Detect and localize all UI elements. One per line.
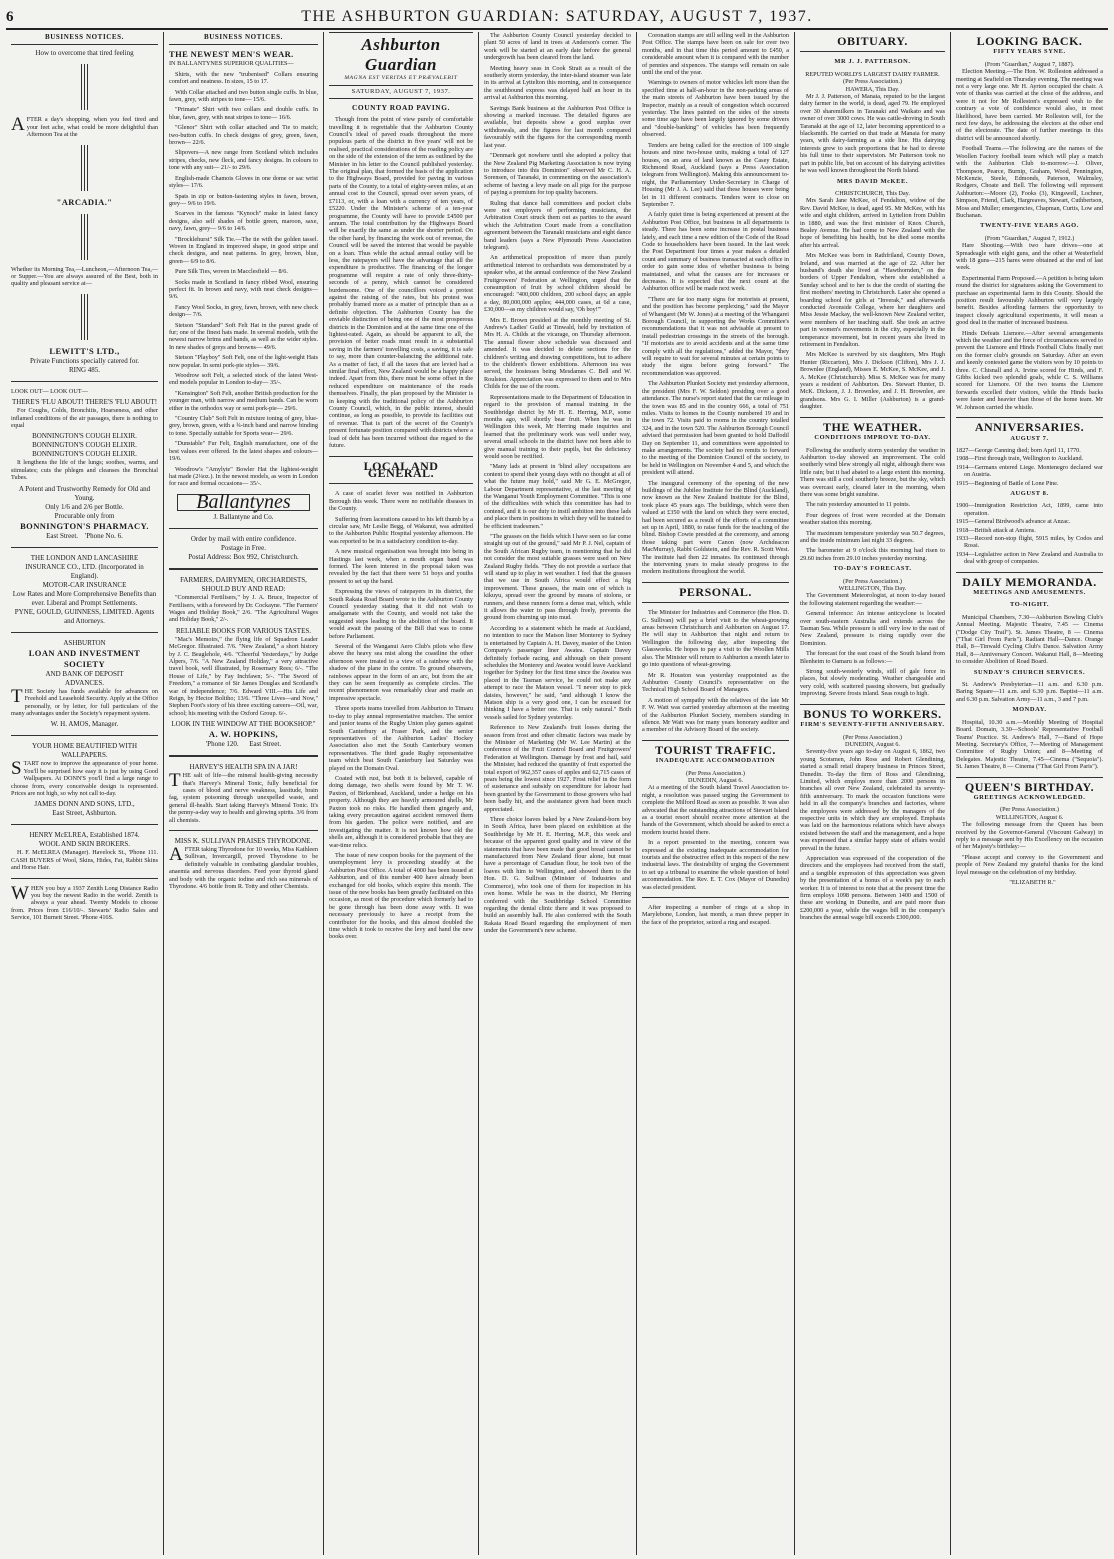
article-paragraph: "Denmark got nowhere until she adopted a policy that the New Zealand Pig Marketing Association is now trying to introduce into this Dominion" observed Mr C. H. A. Sorensen, of Taranaki, in commenting on the association's scheme of having a levy made on all pigs for the purpose of paying a premium for top quality baconers.: [484, 152, 631, 197]
article-paragraph: General inference: An intense anticyclone is located over south-eastern Australia and extends across the Tasman Sea. While pressure is still very low to the east of New Zealand, pressure is rising rapidly over the Dominion.: [800, 610, 945, 647]
section-headline: PERSONAL.: [679, 584, 752, 599]
ad-rule: [11, 294, 158, 340]
article-paragraph: Strong south-westerly winds, still of gale force in places, but slowly moderating. Weather changeable and very cold, with scattered passing showers, but gradually improving. Severe frosts inland. Seas rough to high.: [800, 668, 945, 698]
section-headline: LOCAL AND GENERAL.: [363, 458, 439, 480]
column-3: [324, 32, 479, 1555]
subheadline: FIRM'S SEVENTY-FIFTH ANNIVERSARY.: [800, 721, 945, 729]
article-paragraph: The forecast for the east coast of the South Island from Blenheim to Oamaru is as follows:—: [800, 650, 945, 665]
ad-title: "ARCADIA.": [56, 196, 113, 207]
ad-rule: [11, 145, 158, 191]
subheadline: MEETINGS AND AMUSEMENTS.: [973, 589, 1086, 596]
source-note: (From "Guardian," August 7, 1887).: [984, 60, 1075, 68]
article-paragraph: Experimental Farm Proposed.—A petition is being taken round the district for signatures asking the Government to purchase an experimental farm in this County. Should the position result favourably Ashburton will very largely benefit. Besides affording farmers the opportunity to inspect closely agricultural experiments, it will mean a good deal in the matter of increased business.: [956, 274, 1103, 327]
article-paragraph: "The grasses on the fields which I have seen so far come straight up out of the ground," said Mr P. J. Nel, captain of the South African Rugby team, in mentioning that he did not consider the most suitable grasses were used on New Zealand Rugby fields. "They do not provide a surface that will stand up to play in wet weather. I feel that the grasses that we use in South Africa would effect a big improvement. These grasses, the main one of which is kikuyu, spread over the ground by means of stolons, or runners, and these runners form a dense mat, which, while it allows the water to pass through freely, prevents the ground from churning up into mud.: [484, 533, 631, 622]
ad-body: For Coughs, Colds, Bronchitis, Hoarseness, and other inflamed conditions of the air passages, there is nothing to equal: [11, 407, 158, 430]
article-paragraph: Mrs E. Brown presided at the monthly meeting of St. Andrew's Ladies' Guild at Tinwald, held by invitation of Mrs H. A. Childs at the vicarage, on Thursday afternoon. The annual flower show schedule was discussed and amended. It was decided to delete sections for the children's writing and drawing competitions, but to adhere to the children's flower exhibitions. Afternoon tea was served, the hostesses being Mesdames C. Bell and W. Roulston. Appreciation was expressed to them and to Mrs Childs for the use of the room.: [484, 316, 631, 391]
ad-rule: [11, 214, 158, 260]
ad-item: "Country Club" Soft Felt in mixture toning of grey, blue-grey, brown, green, with a ¾-inch band and narrow binding to tone. Specially suitable for Sports wear— 29/6.: [169, 415, 318, 437]
article-paragraph: Expressing the views of ratepayers in its district, the South Rakaia Road Board wrote to the Ashburton County Council yesterday stating that it did not wish to amalgamate with the County, and would not take the suggested steps leading to the abolition of the board. It would await the passing of the Bill that was to come before Parliament.: [329, 588, 473, 640]
subheadline: AUGUST 8.: [1010, 489, 1049, 497]
newspaper-nameplate: Ashburton Guardian: [329, 32, 473, 75]
page-masthead: [6, 6, 1108, 30]
article-paragraph: Ruling that dance hall committees and pocket clubs were not employers of performing musicians, the Arbitration Court struck them out as parties to the award which the Arbitration Court made from a conciliation agreement between the Taranaki musicians and eight dance band leaders (says a New Plymouth Press Association telegram).: [484, 199, 631, 251]
section-header: BUSINESS NOTICES.: [169, 32, 318, 45]
ad-item: Shirts, with the new "trubenised" Collars ensuring comfort and neatness. In sizes, 15 to 17.: [169, 70, 318, 86]
ad-title: YOUR HOME BEAUTIFIED WITH WALLPAPERS.: [31, 742, 138, 760]
ad-text: Only 1/6 and 2/6 per Bottle.: [45, 502, 124, 511]
ad-body: WHEN you buy a 1937 Zenith Long Distance Radio you buy the newest Radio in the world. Zenith is always a year ahead. Twenty Models to choose from. Prices from £16/10/-. Stewarts' Radio Sales and Service, 101 Burnett Street. 'Phone 416S.: [11, 882, 158, 922]
subheadline: FIFTY YEARS SYNE.: [993, 48, 1066, 56]
ad-text: Procurable only from: [54, 511, 115, 520]
article-paragraph: Though from the point of view purely of comfortable travelling it is regrettable that the Ashburton County Council's ideal of paved roads throughout the more populous parts of the district in five years' will not be realised, practical considerations of the roading policy are on the side of the extension of the term as outlined by the Minister in his letter to the Council published yesterday. The original plan, that formed the basis of the application to the Highways Board, provided for paving in various parts of the County, to a total of eighty-seven miles, at an annual cost to the Council, spread over seven years, of £7113, or, with a loan with a currency of ten years, of £5220. Under the Minister's scheme of a ten-year programme, the County will have to provide £4500 per annum. The total contribution by the Highways Board will be exactly the same as under the shorter period. On the other hand, by financing the work out of revenue, the Council will be saved the interest that would be payable on a loan. Thus while the actual annual outlay will be less, the ratepayers will have the advantage that all the expenditure is productive. The financing of the longer programme will require a rate of only three-thirty-seconds of a penny, which cannot be considered burdensome. One of the councillors voiced a protest against the raising of the rates, but his protest was probably framed more as a matter of principle than as a definite objection. The Ashburton County has the enviable distinction of being one of the most prosperous districts in the Dominion and at the same time one of the lightest-rated. Again, as should be apparent to all, the provision of better roads must result in a substantial saving in the farmers' travelling costs, a saving, it is safe to say, more than counter-balancing the additional rate. As a matter of fact, if all the taxes that are levied had a similar final effect, New Zealand would be a happy place indeed. Apart from this, there must be some offset in the reduced expenditure on maintenance of the roads themselves. Finally, the plan proposed by the Minister is in keeping with the traditional policy of the Ashburton County Council, which, in the public interest, should continue, as long as possible, to provide its facilities out of revenue. That is part of the secret of the County's present fortunate position compared with districts where a load of debt has been incurred without due regard to the future.: [329, 116, 473, 450]
subheadline: INADEQUATE ACCOMMODATION: [655, 757, 776, 765]
ad-item: Spats in zip or button-fastening styles in fawn, brown, grey— 9/6 to 19/6.: [169, 192, 318, 207]
section-headline: QUEEN'S BIRTHDAY.: [964, 779, 1095, 794]
column-1: [6, 32, 164, 1555]
nameplate-motto: MAGNA EST VERITAS ET PRÆVALEBIT: [344, 75, 458, 81]
anniversary-item: 1915—General Birdwood's advance at Anzac.: [956, 518, 1071, 526]
article-paragraph: "Please accept and convey to the Government and people of New Zealand my grateful thanks for the kind loyal message on the celebration of my birthday.: [956, 853, 1103, 876]
anniversary-item: 1933—Record non-stop flight, 5915 miles, by Codos and Rossi.: [956, 534, 1103, 550]
article-paragraph: An arithmetical proposition of more than purely arithmetical interest to orchardists was demonstrated by a speaker who, at the annual conference of the New Zealand Fruitgrowers' Federation at Wellington, urged that the consumption of fruit by school children should be encouraged: "400,000 children, 200 school days; an apple a day, 80,000,000 apples; 444,000 cases, at 6d a case, £30,000—as my children would say, 'Oh boy!'": [484, 254, 631, 314]
article-paragraph: The Ashburton Plunket Society met yesterday afternoon, the president (Mrs F. W. Seldon) presiding over a good attendance. The nurse's report stated that the car mileage in the town was 85 and in the country 666, a total of 751 miles. Visits to homes in the County numbered 19 and in the town 72. Visits paid to rooms in the country totalled 324, and in the town 520. The Ashburton Borough Council advised that permission had been granted to hold Daffodil Day on September 11, and committees were appointed to make arrangements. The society had no remits to forward to the meeting of the Dominion Council of the society, to be held in Wellington on November 4 and 5, and which the president will attend.: [642, 380, 789, 477]
dateline: CHRISTCHURCH, This Day.: [835, 189, 910, 197]
column-7: [951, 32, 1108, 1555]
ad-text: W. H. AMOS, Manager.: [50, 720, 119, 729]
section-header: BUSINESS NOTICES.: [11, 32, 158, 45]
article-paragraph: Hinds Defeats Lismore.—After several arrangements which the weather and the force of circumstances served to prevent the Lismore and Hinds Football Clubs finally met on the former club's grounds on Saturday. After an even and keenly contested game the visitors won by 10 points to three. C. Chisnall and A. Irvine scored for Hinds, and F. Gibbs kicked two splendid goals, while C. S. Williams scored for Lismore. Of the two teams the Lismore forwards excelled their visitors, while the Hinds backs were faster and heavier than those of the home team. Mr W. Johnson carried the whistle.: [956, 329, 1103, 411]
article-paragraph: Municipal Chambers, 7.30—Ashburton Bowling Club's Annual Meeting. Majestic Theatre, 7.45 — Cinema ("Dodge City Trail"). St. James Theatre, 8 — Cinema ("That Girl From Paris"). Radiant Hall—Dance. Orange Hall, 8—Tinwald Cycling Club's Dance. Salvation Army Hall, 8—Anniversary Concert. Wakanui Hall, 8—Meeting to consider Abolition of Road Board.: [956, 613, 1103, 666]
ad-title: BONNINGTON'S COUGH ELIXIR.: [32, 432, 137, 441]
ad-body: "Mac's Memoirs," the flying life of Squadron Leader McGregor. Illustrated. 7/6. "New Zealand," a short history by J. C. Beaglehole, 4/6. "Cheerful Yesterdays," by Judge Alpers, 7/6. "A New Zealand Holiday," a very attractive travel book, well illustrated, by Rosemary Rees; 6/-. "The House of Life," by Fay Inchfawn; 5/-. "The Sword of Freedom," a romance of Sir James Douglas and Scotland's war of independence; 7/6. Edward VIII.—His Life and Reign, by Hector Bolitho; 13/6. "Three Lives—and Now," Stephen Foot's story of his three exciting careers—Oil, war, school; his meeting with the Oxford Group. 6/-.: [169, 635, 318, 717]
article-paragraph: Mrs Sarah Jane McKee, of Fendalton, widow of the Rev. David McKee, is dead, aged 95. Mr McKee, with his wife and eight children, arrived in Lyttelton from Dublin in 1880, and was the first minister of Knox Church, Bealey Avenue. He had come to New Zealand with the hope of benefiting his health, but he died some months after his arrival.: [800, 197, 945, 249]
ad-item: "Dunstable" Fur Felt, English manufacture, one of the best values ever offered. In the latest shapes and colours— 19/6.: [169, 440, 318, 463]
section-headline: BONUS TO WORKERS.: [803, 706, 942, 721]
article-signature: "ELIZABETH R.": [1009, 879, 1056, 886]
ballantynes-signature-logo: Ballantynes: [177, 494, 310, 511]
ad-item: Stetson "Standard" Soft Felt Hat in the purest grade of fur; one of the finest hats made. In several models, with the newest narrow brims and bands, as well as the wider styles. In new shades of greys and browns— 49/6.: [169, 321, 318, 351]
ad-body: AFTER a day's shopping, when you feel tired and your feet ache, what could be more delightful than Afternoon Tea at the: [11, 114, 158, 139]
dateline: DUNEDIN, August 6.: [845, 740, 900, 748]
press-credit: (Per Press Association.): [686, 769, 745, 777]
column-6: [795, 32, 951, 1555]
ad-item: Stetson "Playboy" Soft Felt, one of the light-weight Hats now popular. In semi pork-pie styles— 39/6.: [169, 354, 318, 369]
subheadline: TO-NIGHT.: [1009, 601, 1050, 609]
article-paragraph: Savings Bank business at the Ashburton Post Office is showing a marked increase. The detailed figures are available, but deposits show a good surplus over withdrawals, and the figures for last month compared favourably with the figures for the corresponding month last year.: [484, 104, 631, 149]
ad-item: Fancy Wool Socks, in grey, fawn, brown, with new check design— 7/6.: [169, 303, 318, 319]
ad-title: RELIABLE BOOKS FOR VARIOUS TASTES.: [176, 626, 311, 635]
ad-text: 'Phone 120. East Street.: [205, 740, 282, 749]
press-credit: (Per Press Association.): [1000, 806, 1059, 814]
ad-item: Socks made in Scotland in fancy ribbed Wool, ensuring perfect fit. In brown and navy, with neat check designs— 9/6.: [169, 278, 318, 301]
ad-title: LEWITT'S LTD.,: [49, 345, 120, 356]
article-paragraph: Election Meeting.—The Hon. W. Rolleston addressed a meeting at Seafield on Thursday evening. The meeting was not a very large one. Mr H. Ayrton occupied the chair. A vote of thanks was carried at the close of the address, and were it not for Mr Rolleston's expressed wish to the contrary a vote of confidence would also, in most likelihood, have been carried. Mr Rolleston will, for the next few days, be addressing the electors at the other end of the electorate. The date of further meetings in this district will be announced shortly.: [956, 68, 1103, 142]
ad-body: H. F. McELREA (Manager). Havelock St., 'Phone 111. CASH BUYERS of Wool, Skins, Hides, Fat, Rabbit Skins and Horse Hair.: [11, 849, 158, 872]
article-paragraph: Hospital, 10.30 a.m.—Monthly Meeting of Hospital Board. Domain, 3.30—Schools' Representative Football Teams' Practice. St. Andrew's Hall, 7—Band of Hope Meeting. Secretary's Office, 7—Meeting of Management Committee of Rugby Union; and 8—Meeting of Delegates. Majestic Theatre, 7.45—Cinema ("Sequoia"). St. James Theatre, 8 — Cinema ("That Girl From Paris").: [956, 718, 1103, 771]
ad-item: Scarves in the famous "Kynoch" make in latest fancy designs, also self shades of bottle green, maroon, saxe, navy, fawn, grey— 9/6 to 14/6.: [169, 210, 318, 233]
article-paragraph: The barometer at 9 o'clock this morning had risen to 29.60 inches from 29.10 inches yesterday morning.: [800, 547, 945, 562]
dateline: WELLINGTON, August 6.: [995, 813, 1064, 821]
editorial-dateline: SATURDAY, AUGUST 7, 1937.: [329, 85, 473, 98]
article-paragraph: Following the southerly storm yesterday the weather in Ashburton to-day showed an improvement. The cold southerly wind blew strongly all night, although there was little rain; but it had abated to a large extent this morning. There was still a cool southerly breeze, but the sky, which was overcast early, cleared later in the morning, when there was some bright sunshine.: [800, 446, 945, 498]
ad-title: THE LONDON AND LANCASHIRE INSURANCE CO., LTD. (Incorporated in England).: [25, 553, 144, 580]
article-paragraph: A case of scarlet fever was notified in Ashburton Borough this week. There were no notifiable diseases in the County.: [329, 490, 473, 513]
article-paragraph: Warnings to owners of motor vehicles left more than the specified time at half-an-hour in the non-parking areas of the main streets of Ashburton have been issued by the Inspector, mainly as a result of congestion which occurred yesterday. The lines painted on the sides of the streets some time ago have been largely ignored by some drivers and "double-banking" of vehicles has been frequently observed.: [642, 79, 789, 139]
article-paragraph: According to a statement which he made at Auckland, no intention to race the Matson liner Monterey to Sydney is entertained by Captain A. H. Davey, master of the Union Company's passenger liner Awatea. Captain Davey definitely forbade racing, and although on their present schedules the Monterey and Awatea would leave Auckland together for Sydney for the first time since the Awatea was placed in the Tasman service, he could not make any attempt to race the Matson vessel. "I never stop to pick daisies, however," he said, "and although I know the Matson ship is a very good one, I can be excused for thinking I have a better one. That is only natural." Both vessels sailed for Sydney yesterday.: [484, 624, 631, 721]
editorial-headline: COUNTY ROAD PAVING.: [351, 102, 451, 112]
article-paragraph: After inspecting a number of rings at a shop in Marylebone, London, last month, a man threw pepper in the face of the proprietor, seized a ring and escaped.: [642, 904, 789, 926]
article-paragraph: The following message from the Queen has been received by the Governor-General (Viscount Galway) in reply to a message sent by His Excellency on the occasion of her Majesty's birthday:—: [956, 821, 1103, 851]
article-paragraph: A fairly quiet time is being experienced at present at the Ashburton Post Office, but business in all departments is steady. There has been some increase in postal business lately, and each time a new edition of the Code of the Road Code to householders have been issued. In the last week the Post Department four times a year makes a detailed count and summary of business transacted at each office in order to gain some idea of whether business is being maintained, and what the causes are for increases or decreases. It is expected that the next count at the Ashburton office will be made next week.: [642, 211, 789, 293]
ad-item: "Glenor" Shirt with collar attached and Tie to match; two-button cuffs. In check designs of grey, green, fawn, brown— 22/6.: [169, 124, 318, 147]
ad-text: East Street, Ashburton.: [52, 809, 117, 818]
ad-item: With Collar attached and two button single cuffs. In blue, fawn, grey, with stripes to tone— 15/6.: [169, 88, 318, 104]
article-paragraph: Several of the Wanganui Aero Club's pilots who flew above the heavy sea mist along the coastline the other afternoon were treated to a view of a rainbow with the shadow of the plane in the centre. To ground observers, rainbows appear in the form of an arc, but from the air they can be seen frequently as complete circles. The recent phenomenon was remarkably clear and made an impressive spectacle.: [329, 643, 473, 702]
ad-text: ADVANCES.: [65, 678, 104, 687]
press-credit: (Per Press Association.): [843, 78, 902, 86]
article-paragraph: Mr J. J. Patterson, of Manaia, reputed to be the largest dairy farmer in the world, is dead, aged 79. He employed over 30 sharemilkers in Taranaki and Waikato and was owner of over 3000 cows. He was cattle-droving in South Taranaki at the age of 12, later becoming apprenticed to a blacksmith. He carried on that trade at Manaia for many years, with dairy-farming as a side line. His dairying interests grew to such proportions that he had to devote his full time to their supervision. Mr Patterson took no part in public life, but on account of his dairying activities he was well known throughout the North Island.: [800, 93, 945, 175]
subheadline: GREETINGS ACKNOWLEDGED.: [973, 793, 1086, 801]
article-paragraph: The inaugural ceremony of the opening of the new buildings of the Jubilee Institute for the Blind (Auckland), now known as the New Zealand Institute for the Blind, took place 45 years ago. The buildings, which were then valued at £350 with the land on which they were erected, had been secured as a result of the efforts of a committee set up in April, 1880, to raise funds for the teaching of the blind. Bishop Cowie presided at the ceremony, and among those taking part were Canon (now Archdeacon MacMurray), Rabbi Goldstein, and the Rev. R. Scott West. The institute had then 22 inmates. Its continued through the intervening years to make steady progress to the modern institutions throughout the world.: [642, 479, 789, 576]
ad-title: JAMES DONN AND SONS, LTD.,: [34, 800, 135, 809]
anniversary-item: 1908—First through train, Wellington to Auckland.: [956, 455, 1084, 463]
ad-text: MOTOR-CAR INSURANCE: [42, 580, 127, 589]
subheadline: CONDITIONS IMPROVE TO-DAY.: [814, 434, 931, 442]
ad-item: English-made Chamois Gloves in one dome or sac wrist styles— 17/6.: [169, 174, 318, 190]
subheadline: MONDAY.: [1012, 706, 1047, 714]
article-paragraph: Coated with rust, but both it is believed, capable of doing damage, two shells were found by Mr T. W. Paxton, of Birkenhead, Auckland, under a hedge on his property. Although they are heavily armoured shells, Mr Paxton took no risks. He handled them gingerly and, taking every precaution against accident removed them from his garden. The police were notified, and are investigating the matter. It is not known how old the shells are, although it is considered probable that they are war-time relics.: [329, 774, 473, 849]
article-paragraph: The maximum temperature yesterday was 50.7 degrees, and the inside minimum last night 33 degrees.: [800, 529, 945, 544]
subheadline: MRS DAVID McKEE.: [836, 177, 909, 185]
ad-body: THE salt of life—the mineral health-giving necessity that's Harvey's Mineral Tonic, fully beneficial for cases of blood and nerve weakness, lassitude, brain fag, system poisoning through unexpelled waste, and general ill-health. Start taking Harvey's Mineral Tonic. It's the penny-a-day way to health and glowing spirits. 3/6 from all chemists.: [169, 770, 318, 824]
ad-text: LOOK OUT— LOOK OUT—: [11, 387, 88, 395]
page-title: THE ASHBURTON GUARDIAN: SATURDAY, AUGUST 7, 1937.: [301, 8, 813, 25]
column-4: [479, 32, 637, 1555]
ad-item: "Brocklehurst" Silk Tie.—The tie with the golden tassel. Woven in England in improved shape, in good stripe and check designs, and neat patterns. In grey, brown, blue, green— 6/9 to 8/6.: [169, 235, 318, 265]
ad-text: IN BALLANTYNES SUPERIOR QUALITIES—: [169, 60, 294, 68]
article-paragraph: "There are far too many signs for motorists at present, and the position has become perplexing," said the Mayor of Whangarei (Mr W. Jones) at a meeting of the Whangarei Borough Council, in supporting the Works Committee's recommendations that it was not advisable at present to install pedestrian crossings in the streets of the borough. "If motorists are to avoid accidents and at the same time comply with all the regulations," added the Mayor, "they will require to wait for several minutes at certain points to study the signs before going forward." The recommendation was approved.: [642, 295, 789, 377]
article-paragraph: The Minister for Industries and Commerce (the Hon. D. G. Sullivan) will pay a brief visit to the wheat-growing areas between Christchurch and Ashburton on August 17. He will stay in Ashburton that night and return to Wellington the following day, after inspecting the Glassworks. He hopes to pay a visit to the Woollen Mills also. The Minister will return to Ashburton a month later to go into questions of wheat-growing.: [642, 609, 789, 669]
article-paragraph: The Ashburton County Council yesterday decided to plant 50 acres of land in trees at Anderson's corner. The work will be started at an early date before the general undergrowth has been cleared from the land.: [484, 32, 631, 62]
ad-item: "Primate" Shirt with two collars and double cuffs. In blue, fawn, grey, with neat stripes to tone— 16/6.: [169, 106, 318, 121]
ad-title: LOAN AND INVESTMENT SOCIETY: [28, 647, 141, 669]
anniversary-item: 1914—Germans entered Liege. Montenegro declared war on Austria.: [956, 463, 1103, 479]
section-headline: OBITUARY.: [837, 34, 908, 48]
column-5: [637, 32, 795, 1555]
section-headline: ANNIVERSARIES.: [974, 420, 1085, 435]
article-paragraph: Mrs McKee is survived by six daughters, Mrs Hugh Hunter (Riccarton), Mrs J. Dickson (Clifton), Mrs J. J. Brownlee (England), Misses E. McKee, S. McKee, and J. A. McKee (Christchurch). Miss S. McKee was for many years a resident of Ashburton. Drs. Stewart Hunter, D. McK. Dickson, J. J. Brownlee, and J. H. Brownlee, are grandsons. Mrs G. I. Miller (Ashburton) is a grand-daughter.: [800, 351, 945, 411]
column-2: [164, 32, 324, 1555]
article-paragraph: Mr R. Houston was yesterday reappointed as the Ashburton County Council's representative on the Technical High School Board of Managers.: [642, 671, 789, 694]
section-headline: THE WEATHER.: [823, 419, 922, 434]
subheadline: MR J. J. PATTERSON.: [834, 58, 911, 66]
ad-title: HARVEY'S HEALTH SPA IN A JAR!: [189, 763, 298, 772]
ad-item: "Kensington" Soft Felt, another British production for the younger man, with narrow and medium bands. Can be worn either in the orthodox way or semi pork-pie— 29/6.: [169, 389, 318, 412]
ad-title: WOOL AND SKIN BROKERS.: [38, 840, 131, 849]
ad-title: BONNINGTON'S COUGH ELIXIR.: [32, 450, 137, 459]
anniversary-item: 1900—Immigration Restriction Act, 1899, came into operation.: [956, 502, 1103, 517]
page-number: 6: [6, 8, 14, 25]
ad-text: Postal Address: Box 992, Christchurch.: [188, 553, 299, 562]
ad-text: Order by mail with entire confidence.: [190, 535, 297, 544]
ad-body: It lengthens the life of the lungs; soothes, warms, and stimulates; cuts the phlegm and cleanses the Bronchial Tubes.: [11, 459, 158, 482]
article-paragraph: Hare Shooting.—With two hare drives—one at Spreadeagle with eight guns, and the other at Westerfield with 18 guns—215 hares were obtained at the end of last week.: [956, 242, 1103, 272]
ad-title: A. W. HOPKINS,: [208, 729, 279, 740]
article-paragraph: Representations made to the Department of Education in regard to the provision of manual training in the Southbridge district by Mr H. E. Herring, M.P., some months ago, will shortly bear fruit. When he was in Wellington this week, Mr Herring made inquiries and learned that the preliminary work was well under way, several small schools in the district have not been able to give manual training to their pupils, but the deficiency would soon be rectified.: [484, 393, 631, 460]
section-headline: DAILY MEMORANDA.: [962, 574, 1097, 589]
ad-body: AFTER taking Thyrodone for 10 weeks, Miss Kathleen Sullivan, Invercargill, proved Thyrodone to be definitely valuable in combating glandular troubles, anaemia and nervous disorders. Feed your thyroid gland and body with the organic iodine and rich sea minerals of Thyrodone. 4/6 bottle from R. Totty and other Chemists.: [169, 844, 318, 891]
article-paragraph: Three choice loaves baked by a New Zealand-born boy in South Africa, have been placed on exhibition at the Southbridge by Mr H. E. Herring, M.P., this week and because of the apparent good quality and in view of the statements that have been made that good bread cannot be manufactured from New Zealand flour alone, but must have a percentage of Canadian flour, he took two of the loaves with him to Wellington, and showed them to the Hon. D. G. Sullivan (Minister of Industries and Commerce), who took one of them for inspection in his own home. While he was in the district, Mr Herring conferred with the Southbridge School Committee regarding the dental clinic there and it was proposed to build an assembly hall. He also conferred with the South Rakaia Road Board regarding the employment of men under the Government's new scheme.: [484, 816, 631, 935]
article-paragraph: Suffering from lacerations caused to his left thumb by a circular saw, Mr Leslie Begg, of Wakanui, was admitted to the Ashburton Public Hospital yesterday afternoon. He was reported to be in a satisfactory condition to-day.: [329, 515, 473, 545]
ad-text: A Potent and Trustworthy Remedy for Old and Young.: [18, 484, 151, 502]
article-paragraph: A motion of sympathy with the relatives of the late Mr F. W. Watt was carried yesterday afternoon at the meeting of the Ashburton Plunket Society, members standing in silence. Mr Watt was for many years honorary auditor and a member of the Advisory Board of the society.: [642, 696, 789, 734]
article-paragraph: Meeting heavy seas in Cook Strait as a result of the southerly storm yesterday, the inter-island steamer was late in its arrival at Lyttelton this morning, and in consequence the southbound express was delayed half an hour in its arrival at Ashburton this morning.: [484, 64, 631, 102]
ad-text: J. Ballantyne and Co.: [213, 513, 274, 522]
anniversary-item: 1827—George Canning died; born April 11, 1770.: [956, 446, 1081, 454]
subheadline: TWENTY-FIVE YEARS AGO.: [980, 222, 1079, 230]
ad-title: FARMERS, DAIRYMEN, ORCHARDISTS, SHOULD BUY AND READ:: [180, 576, 307, 594]
section-headline: LOOKING BACK.: [976, 34, 1083, 48]
dateline: HAWERA, This Day.: [845, 85, 900, 93]
subheadline: TO-DAY'S FORECAST.: [833, 565, 912, 573]
article-paragraph: At a meeting of the South Island Travel Association to-night, a resolution was passed urging the Government to complete the Milford Road as soon as possible. It was also advocated that the outstanding attractions of Stewart Island as a tourist resort should receive more attention at the hands of the Government, which should be asked to erect a modern tourist hostel there.: [642, 784, 789, 836]
ad-rule: [11, 64, 158, 110]
ad-item: Pure Silk Ties, woven in Macclesfield — 8/6.: [175, 268, 288, 276]
article-paragraph: The Government Meteorologist, at noon to-day issued the following statement regarding the weather:—: [800, 592, 945, 607]
ad-title: MISS K. SULLIVAN PRAISES THYRODONE.: [174, 837, 313, 846]
ad-text: THERE'S 'FLU ABOUT! THERE'S 'FLU ABOUT!: [11, 398, 158, 407]
ad-body: THE Society has funds available for advances on Freehold and Leasehold Security. Apply at the Office personally, or by letter, for full particulars of the many advantages under the Society's repayment system.: [11, 685, 158, 717]
article-paragraph: The issue of new coupon books for the payment of the unemployment levy is proceeding steadily at the Ashburton Post Office. A total of 4000 has been issued at Ashburton, and of this number 400 have already been exchanged for old books, which expire this month. The issue of the new books has been greatly facilitated on this occasion, as most of the procedure which formerly had to be gone through has been done away with. It was necessary previously to have a receipt from the contributor for the books, and this almost doubled the time which it took to receive the levy and hand the new books over.: [329, 852, 473, 941]
anniversary-item: 1918—British attack at Amiens.: [956, 526, 1036, 534]
ad-text: ASHBURTON: [63, 638, 106, 647]
ad-item: Slipovers—A new range from Scotland which includes stripes, checks, new fleck, and fancy designs. In colours to tone with any suit— 21/- to 29/6.: [169, 149, 318, 172]
article-paragraph: "Many lads at present in 'blind alley' occupations are content to spend their young days with no thought at all of what the future may hold," said Mr G. E. McGregor, Labour Department representative, at the last meeting of the Wanganui Youth Employment Committee. "This is one of the difficulties with which this committee has had to contend, and it is our duty to instil ambition into these lads and place them in positions in which they will be trained to be efficient tradesmen.": [484, 463, 631, 530]
article-paragraph: A new musical organisation was brought into being in Hastings last week, when a mouth organ band was formed. The keen interest in the proposal taken was revealed by the fact that there were 51 boys and youths present to set up the band.: [329, 548, 473, 585]
ad-body: Whether its Morning Tea,—Luncheon,—Afternoon Tea,—or Supper.—You are always assured of the Best, both in quality and pleasant service at—: [11, 265, 158, 288]
subheadline: AUGUST 7.: [1010, 434, 1049, 442]
ad-text: AND BANK OF DEPOSIT: [45, 669, 124, 678]
dateline: DUNEDIN, August 6.: [688, 776, 743, 784]
ad-title: LOOK IN THE WINDOW AT THE BOOKSHOP.": [171, 720, 316, 729]
section-headline: TOURIST TRAFFIC.: [655, 742, 776, 757]
article-paragraph: Mrs McKee was born in Rathfriland, County Down, Ireland, and was married at the age of 22. After her husband's death she lived at "Hawthornden," on the borders of Upper Fendalton, where she established a Sunday school and to her is due the credit of starting the first mothers' meeting in Christchurch. Later she opened a boarding school for girls at "Inverak," and afterwards conducted Avonside College, where her daughters and Miss Jessie Mackay, the well-known New Zealand writer, were members of her teaching staff. She took an active part in women's movements in the city, especially in the temperance movement, but in recent years she lived in retirement in Fendalton.: [800, 252, 945, 349]
ad-body: START now to improve the appearance of your home. You'll be surprised how easy it is just by using Good Wallpapers. At DONN'S you'll find a large range to choose from, every conceivable design is represented. Prices are not high, so why not call to-day.: [11, 758, 158, 797]
ad-text: Private Functions specially catered for.: [29, 356, 140, 365]
article-paragraph: St. Andrew's Presbyterian—11 a.m. and 6.30 p.m. Baring Square—11 a.m. and 6.30 p.m. Baptist—11 a.m. and 6.30 p.m. Salvation Army—11 a.m., 3 and 7 p.m.: [956, 681, 1103, 703]
press-credit: (Per Press Association.): [843, 577, 902, 585]
article-paragraph: Appreciation was expressed of the cooperation of the directors and the employees had received from the staff, and a tangible expression of this appreciation was given by the presentation of a bonus of a week's pay to each worker. It is of interest to note that at the present time the firm employs 1098 persons. Between 1400 and 1500 of these are working in Dunedin, and are paid more than £200,000 a year, while the wages bill in the company's branches the annual wage bill exceeds £300,000.: [800, 855, 945, 922]
ad-text: Postage in Free.: [221, 544, 266, 553]
article-paragraph: Tenders are being called for the erection of 109 single houses and nine two-house units, making a total of 127 houses, on an area of land known as the Casey Estate, Richmond Road, Auckland (says a Press Association telegram from Wellington). Making this announcement to-night, the Parliamentary Under-Secretary in Charge of Housing (Mr J. A. Lee) said that these houses were being let in 11 different contracts. Tenders were to close on September 7.: [642, 141, 789, 208]
ad-text: How to overcome that tired feeling: [35, 49, 134, 58]
article-paragraph: Coronation stamps are still selling well in the Ashburton Post Office. The stamps have been on sale for over two months, and in that time this period amount to £450, a considerable amount when it is compared with the number of pennies and sixpences. The stamps will remain on sale until the end of the year.: [642, 32, 789, 77]
article-paragraph: Four degrees of frost were recorded at the Domain weather station this morning.: [800, 511, 945, 527]
article-paragraph: Three sports teams travelled from Ashburton to Timaru to-day to play annual representative matches. The senior and junior teams of the Rugby Union play games against South Canterbury at Fraser Park, and the senior representatives of the Ashburton Ladies' Hockey Association also met the South Canterbury women representatives. The third grade Rugby representative team which beat South Canterbury last Saturday was played on the Domain Oval.: [329, 705, 473, 772]
ad-text: RING 485.: [68, 365, 101, 374]
subheadline: SUNDAY'S CHURCH SERVICES.: [973, 668, 1086, 676]
ad-item: Woodrow's "Amylyte" Bowler Hat the lightest-weight hat made (2¼oz.). In the newest models, as worn in London for race and formal occasions— 35/-.: [169, 465, 318, 488]
article-paragraph: The rain yesterday amounted to 11 points.: [806, 501, 911, 509]
ad-text: East Street. 'Phone No. 6.: [46, 531, 123, 540]
press-credit: (Per Press Association.): [843, 733, 902, 741]
ad-title: THE NEWEST MEN'S WEAR.: [169, 49, 294, 60]
ad-item: Woodrow soft Felt, a selected stock of the latest West-end models popular in London to-day— 35/-.: [169, 372, 318, 387]
anniversary-item: 1934—Legislative action in New Zealand and Australia to deal with group of companies.: [956, 550, 1103, 566]
ad-text: PYNE, GOULD, GUINNESS, LIMITED. Agents and Attorneys.: [14, 607, 155, 625]
anniversary-item: 1915—Beginning of Battle of Lone Pine.: [956, 479, 1059, 487]
ad-title: BONNINGTON'S COUGH ELIXIR.: [32, 441, 137, 450]
ad-text: Low Rates and More Comprehensive Benefits than ever. Liberal and Prompt Settlements.: [12, 589, 157, 607]
article-paragraph: Seventy-five years ago to-day on August 6, 1862, two young Scotsmen, John Ross and Robert Glendining, started a small retail drapery business in Princes Street, Dunedin. To-day the firm of Ross and Glendining, Limited, which employs more than 2000 persons in branches all over New Zealand, celebrated its seventy-fifth anniversary. To mark the occasion functions were held in all the company's branches and factories, where the employees were addressed by the managers of the respective units in which they are employed. Emphasis was laid on the harmonious relations which have always existed between the staff and the management, and a hope was expressed that a similar happy state of affairs would prevail in the future.: [800, 748, 945, 852]
ad-body: "Commercial Fertilisers," by J. A. Bruce, Inspector of Fertilisers, with a foreword by Dr. Cockayne. "The Farmers' Wages and Holiday Book," 2/6. "The Agricultural Wages and Holiday Book," 2/-.: [169, 594, 318, 624]
ad-text: HENRY McELREA, Established 1874.: [29, 831, 140, 840]
subheadline: REPUTED WORLD'S LARGEST DAIRY FARMER.: [805, 70, 940, 78]
article-paragraph: Reference to New Zealand's fruit losses during the season from frost and other climatic factors was made by the Minister of Marketing (Mr W. Lee Martin) at the conference of the Fruit Control Board and Fruitgrowers' Federation at Wellington. Damage by frost and hail, said the Minister, had reduced the quantity of fruit exported the total export of 962,357 cases of apples and 62,715 cases of pears being the lowest since 1927. Frost relief in the form of sustenance and subsidy on expenditure for labour had been granted by the Government to those growers who had been badly hit, and the assistance given had been much appreciated.: [484, 724, 631, 813]
ad-title: BONNINGTON'S PHARMACY.: [20, 520, 149, 531]
dateline: WELLINGTON, This Day.: [838, 585, 907, 592]
article-paragraph: Football Teams.—The following are the names of the Woollen Factory football team which will play a match with the Ashburton Club to-morrow:—J. Oliver, Thompson, Pearce, Burnip, Graham, Wood, Pennington, McKenzie, Steele, Edmonds, Paterson, Walmsley, Rodgers, Choate and Bell. The following will represent Ashburton:—Moore (2), Fooks (3), Kingswell, Lochner, Simpson, Friend, Clark, Hargreaves, Stewart, Cuthbertson, Moss and Muller; emergencies, Chapman, Curtis, Low and Buchanan.: [956, 145, 1103, 219]
source-note: (From "Guardian," August 7, 1912.): [984, 234, 1075, 242]
article-paragraph: In a report presented to the meeting, concern was expressed at the existing inadequate accommodation for tourists and the obstructive effect in this respect of the new industrial laws. The desirability of urging the Government to set up a tribunal to examine the whole question of hotel accommodation. The Rev. E. T. Cox (Mayor of Dunedin) was elected president.: [642, 839, 789, 891]
